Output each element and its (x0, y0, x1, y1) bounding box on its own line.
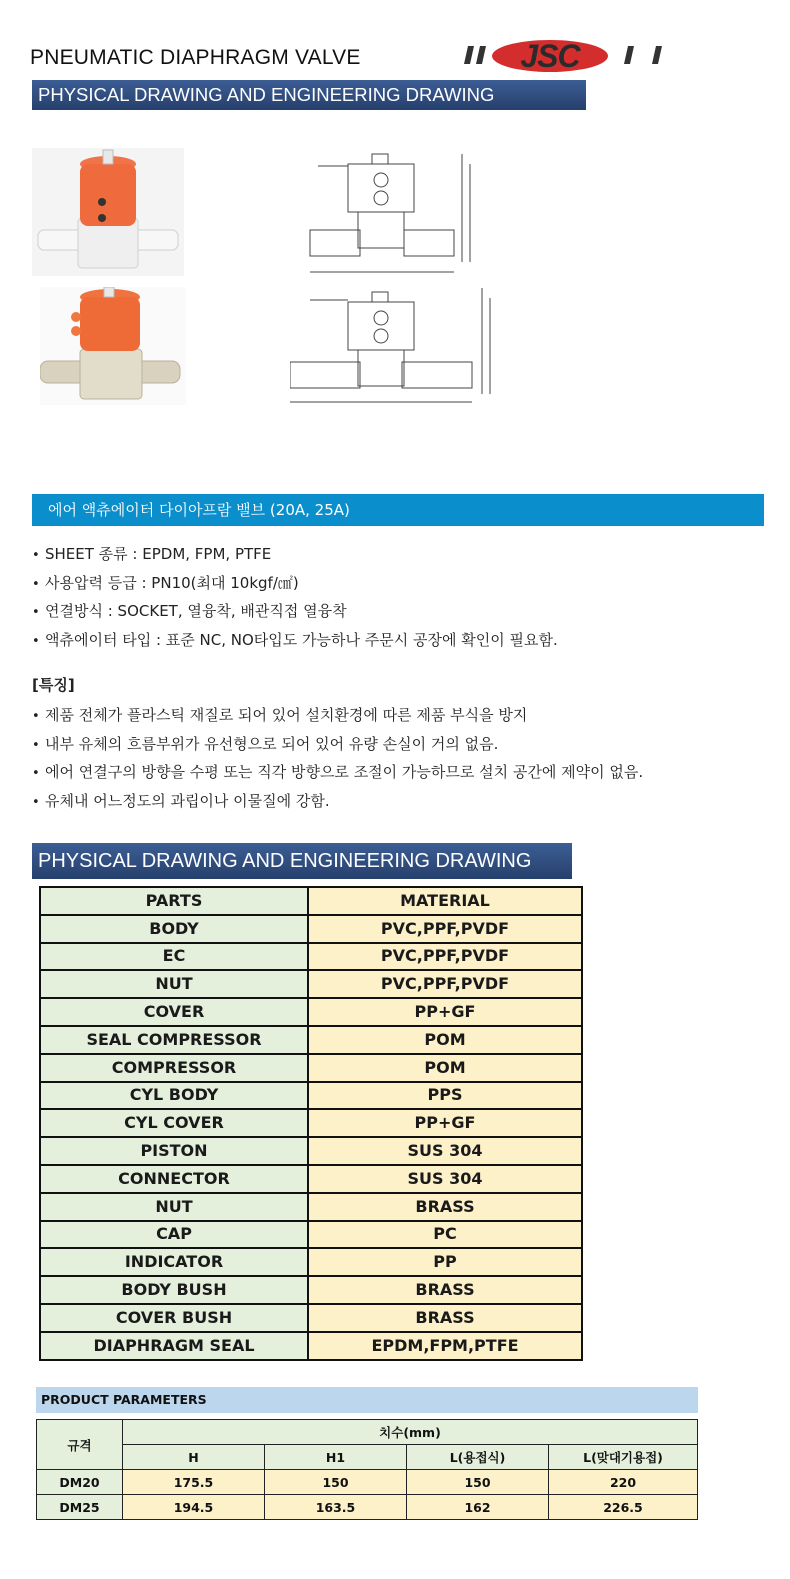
model-cell: DM25 (37, 1495, 123, 1520)
part-cell: NUT (40, 1193, 308, 1221)
table-row (40, 1221, 582, 1249)
part-cell: SEAL COMPRESSOR (40, 1026, 308, 1054)
value-cell: 220 (549, 1470, 698, 1495)
material-cell: PC (308, 1221, 582, 1249)
table-row (40, 970, 582, 998)
page-title: PNEUMATIC DIAPHRAGM VALVE (30, 46, 361, 69)
material-cell: BRASS (308, 1193, 582, 1221)
part-cell: INDICATOR (40, 1248, 308, 1276)
value-cell: 150 (407, 1470, 549, 1495)
part-cell: BODY BUSH (40, 1276, 308, 1304)
value-cell: 175.5 (123, 1470, 265, 1495)
part-cell: DIAPHRAGM SEAL (40, 1332, 308, 1360)
value-cell: 150 (265, 1470, 407, 1495)
drawing-band-title: PHYSICAL DRAWING AND ENGINEERING DRAWING (32, 80, 586, 110)
column-header: MATERIAL (308, 887, 582, 915)
materials-table (39, 886, 583, 1361)
engineering-drawing-front (308, 150, 478, 282)
table-row (40, 1137, 582, 1165)
list-item: • 액츄에이터 타입 : 표준 NC, NO타입도 가능하나 주문시 공장에 확인이 필요함. (32, 626, 558, 655)
part-cell: COMPRESSOR (40, 1054, 308, 1082)
table-row (40, 915, 582, 943)
part-cell: PISTON (40, 1137, 308, 1165)
material-cell: SUS 304 (308, 1137, 582, 1165)
svg-text:JSC: JSC (520, 38, 580, 74)
material-cell: PVC,PPF,PVDF (308, 943, 582, 971)
table-row (40, 1054, 582, 1082)
table-row (37, 1495, 698, 1520)
model-cell: DM20 (37, 1470, 123, 1495)
table-row (40, 1248, 582, 1276)
table-row (40, 1082, 582, 1110)
material-cell: BRASS (308, 1304, 582, 1332)
material-cell: PVC,PPF,PVDF (308, 915, 582, 943)
table-row (40, 1276, 582, 1304)
material-cell: POM (308, 1026, 582, 1054)
dimension-header: 치수(mm) (123, 1420, 698, 1445)
table-row (40, 998, 582, 1026)
list-item: • 유체내 어느정도의 과립이나 이물질에 강함. (32, 787, 643, 816)
list-item: • 에어 연결구의 방향을 수평 또는 직각 방향으로 조절이 가능하므로 설치 공간에 제약이 없음. (32, 758, 643, 787)
table-row (40, 1193, 582, 1221)
table-row (40, 1332, 582, 1360)
spec-header: 규격 (37, 1420, 123, 1470)
part-cell: EC (40, 943, 308, 971)
features-heading: [특징] (32, 676, 75, 694)
value-cell: 162 (407, 1495, 549, 1520)
materials-band-title: PHYSICAL DRAWING AND ENGINEERING DRAWING (32, 843, 572, 879)
part-cell: CONNECTOR (40, 1165, 308, 1193)
material-cell: BRASS (308, 1276, 582, 1304)
list-item: • 사용압력 등급 : PN10(최대 10kgf/㎠) (32, 569, 558, 598)
part-cell: BODY (40, 915, 308, 943)
material-cell: PP (308, 1248, 582, 1276)
material-cell: PP+GF (308, 998, 582, 1026)
value-cell: 163.5 (265, 1495, 407, 1520)
engineering-drawing-socket (290, 288, 500, 410)
table-header-row (37, 1420, 698, 1445)
part-cell: NUT (40, 970, 308, 998)
list-item: • 제품 전체가 플라스틱 재질로 되어 있어 설치환경에 따른 제품 부식을 방지 (32, 701, 643, 730)
column-header: H (123, 1445, 265, 1470)
column-header: PARTS (40, 887, 308, 915)
table-row (37, 1470, 698, 1495)
table-row (40, 1026, 582, 1054)
spec-list (32, 540, 558, 654)
part-cell: CYL BODY (40, 1082, 308, 1110)
material-cell: SUS 304 (308, 1165, 582, 1193)
table-header-row (40, 887, 582, 915)
part-cell: COVER BUSH (40, 1304, 308, 1332)
parameters-table (36, 1419, 698, 1520)
valve-photo-grey-body (40, 287, 186, 405)
parameters-title: PRODUCT PARAMETERS (36, 1387, 698, 1413)
material-cell: EPDM,FPM,PTFE (308, 1332, 582, 1360)
material-cell: PP+GF (308, 1109, 582, 1137)
table-header-row (37, 1445, 698, 1470)
column-header: L(맞대기용접) (549, 1445, 698, 1470)
material-cell: POM (308, 1054, 582, 1082)
product-section-title: 에어 액츄에이터 다이아프람 밸브 (20A, 25A) (32, 494, 764, 526)
value-cell: 226.5 (549, 1495, 698, 1520)
jsc-logo (458, 32, 678, 78)
list-item: • 내부 유체의 흐름부위가 유선형으로 되어 있어 유량 손실이 거의 없음. (32, 730, 643, 759)
table-row (40, 1304, 582, 1332)
column-header: H1 (265, 1445, 407, 1470)
valve-photo-white-body (32, 148, 184, 276)
table-row (40, 943, 582, 971)
part-cell: COVER (40, 998, 308, 1026)
table-row (40, 1165, 582, 1193)
value-cell: 194.5 (123, 1495, 265, 1520)
feature-list (32, 701, 643, 815)
table-row (40, 1109, 582, 1137)
material-cell: PVC,PPF,PVDF (308, 970, 582, 998)
list-item: • SHEET 종류 : EPDM, FPM, PTFE (32, 540, 558, 569)
part-cell: CYL COVER (40, 1109, 308, 1137)
list-item: • 연결방식 : SOCKET, 열융착, 배관직접 열융착 (32, 597, 558, 626)
column-header: L(용접식) (407, 1445, 549, 1470)
material-cell: PPS (308, 1082, 582, 1110)
part-cell: CAP (40, 1221, 308, 1249)
